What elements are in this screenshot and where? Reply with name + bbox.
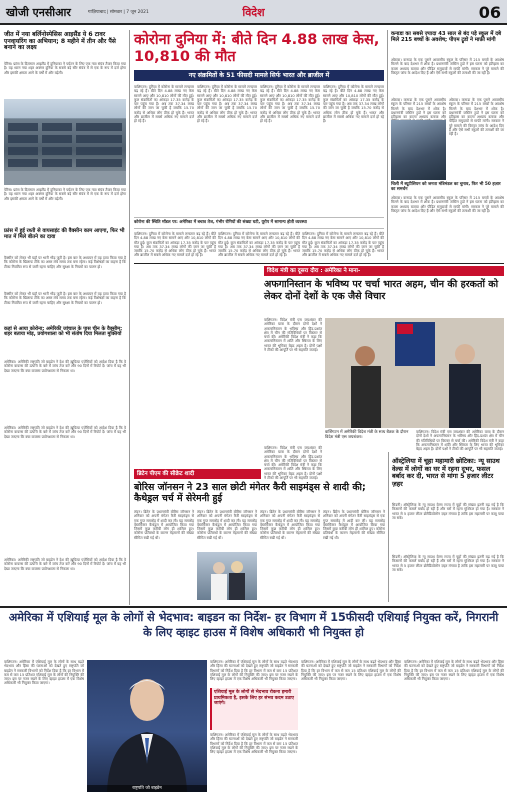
solar-farm-photo <box>4 99 126 185</box>
chile-caption: चिली में ब्यूटीशियन को जनता मंत्रिमंडल का चुनाव, फिर भी 50 हज़ार का समर्थन <box>391 182 501 192</box>
lead-note <box>134 217 384 229</box>
bottom-headline-band <box>0 609 507 655</box>
left-story-para-2: वैक्सीन को लेकर भी यहाँ पर भारी भीड़ जुटी है। इस बार के अध्ययन में यह दावा किया गया है कि कोरोना के खिलाफ टीके का असर लंबे समय तक बना रहेगा। कई विशेषज्ञों का कहना है कि टीका नियमित रूप से जारी रहना चाहिए और सुरक्षा के नियमों का पालन हो। <box>4 256 126 269</box>
masthead-brand: खोजी एनसीआर <box>6 6 71 19</box>
boris-tag: ब्रिटेन पीएम की सीक्रेट शादी <box>137 471 195 477</box>
australia-body-2: सिडनी। ऑस्ट्रेलिया के न्यू साउथ वेल्स राज्य में चूहों की संख्या इतनी बढ़ गई है कि किसानों की फसलें बर्बाद हो रही हैं और घरों में रहना मुश्किल हो गया है। सरकार ने भारत से 5 हजार लीटर ब्रोमैडियोलोन ज़हर मंगाया है ताकि इस महामारी पर काबू पाया जा सके। <box>392 555 504 572</box>
boris-col-4: लंदन। ब्रिटेन के प्रधानमंत्री बोरिस जॉनसन ने शनिवार को अपनी मंगेतर कैरी साइमंड्स से एक गुप्त समारोह में शादी कर ली। यह समारोह वेस्टमिंस्टर कैथेड्रल में आयोजित किया गया जिसमें कुछ करीबी लोग ही शामिल हुए। कोरोना प्रतिबंधों के कारण मेहमानों की संख्या सीमित रखी गई थी। <box>323 510 385 540</box>
biden-caption: राष्ट्रपति जो बाइडेन <box>87 785 207 792</box>
chile-photo <box>391 120 446 180</box>
india-china-kicker-bar <box>264 266 504 276</box>
biden-photo <box>87 660 207 792</box>
australia-body-1: सिडनी। ऑस्ट्रेलिया के न्यू साउथ वेल्स राज्य में चूहों की संख्या इतनी बढ़ गई है कि किसानों की फसलें बर्बाद हो रही हैं और घरों में रहना मुश्किल हो गया है। सरकार ने भारत से 5 हजार लीटर ब्रोमैडियोलोन ज़हर मंगाया है ताकि इस महामारी पर काबू पाया जा सके। <box>392 503 504 520</box>
column-divider-left <box>129 30 130 605</box>
left-story-para-1: पेरिस। फ्रांस के दिल्लाल आइलैंड में दुनियाका ने पर्यटन के लिए एक नया संयंत्र तैयार किया गया है। यह ध्यान नया शहर अक्सर दुनिया के सबसे बड़े सौर संयंत्र में से एक के रूप में दर्ज होगा और इसकी क्षमता आगे के वर्षों में और बढ़ेगी। <box>4 62 126 75</box>
left-story-subhead-2: कहां से आया कोरोना: अमेरिकी जांचाल के पास चीन के वैक्सीम: शहर बताया मोड़, प्रयोगशाला को भी संतोष दिया मिलता मुक्तियों <box>4 326 123 338</box>
lead-banner <box>134 70 384 81</box>
lead-col-1: वाशिंगटन। दुनिया में कोरोना के मामले लगातार बढ़ रहे हैं। बीते दिन 4.88 लाख नए केस सामने आए और 10,810 लोगों की मौत हुई। कुल संक्रमितों का आंकड़ा 17.35 करोड़ के पार पहुंच गया है। अब तक 37.34 लाख लोगों की जान जा चुकी है जबकि 15.70 करोड़ से अधिक लोग ठीक हो चुके हैं। भारत और ब्राजील में सबसे अधिक नए मामले दर्ज हो रहे हैं। <box>134 85 194 124</box>
column-divider-right <box>387 30 388 260</box>
biden-illustration <box>87 660 207 792</box>
india-china-col-1b: वाशिंगटन। विदेश मंत्री एस जयशंकर की अमेरिका यात्रा के दौरान दोनों देशों ने अफगानिस्तान के भविष्य और हिंद-प्रशांत क्षेत्र में चीन की गतिविधियों पर विस्तार से चर्चा की। अमेरिकी विदेश मंत्री ने कहा कि अफगानिस्तान में शांति और स्थिरता के लिए भारत की भूमिका बेहद अहम है। दोनों पक्षों ने टीकों की आपूर्ति पर भी सहमति जताई। <box>264 446 322 481</box>
boris-headline: बोरिस जॉनसन ने 23 साल छोटी मंगेतर कैरी साइमंड्स से शादी की; कैथेड्रल चर्च में सेरेमनी हुई <box>134 482 366 505</box>
chile-body: ओटावा। कनाडा के एक पुराने आवासीय स्कूल के परिसर में 215 बच्चों के अवशेष मिलने के बाद देशभर में शोक है। प्रधानमंत्री जस्टिन ट्रूडो ने इस घटना को इतिहास का काला अध्याय बताया और पीड़ित समुदायों से माफी मांगी। सरकार ने पूरे मामले की विस्तृत जांच के आदेश दिए हैं और ऐसे सभी स्कूलों की तलाशी की जा रही है। <box>391 196 504 213</box>
left-story-para-3c: अमेरिका। अमेरिकी राष्ट्रपति जो बाइडेन ने देश की ख़ुफ़िया एजेंसियों को आदेश दिया है कि वे कोरोना वायरस की उत्पत्ति के बारे में जांच तेज करें और 90 दिनों में रिपोर्ट दें। जांच में यह भी देखा जाएगा कि क्या वायरस प्रयोगशाला से निकला था। <box>4 558 126 571</box>
canada-body-2: ओटावा। कनाडा के एक पुराने आवासीय स्कूल के परिसर में 215 बच्चों के अवशेष मिलने के बाद देशभर में शोक है। प्रधानमंत्री जस्टिन ट्रूडो ने इस घटना को इतिहास का काला अध्याय बताया और <box>391 98 446 120</box>
divider-bottom <box>0 606 507 608</box>
india-china-kicker: विदेश मंत्री का दूसरा दौरा : अमेरिका ने माना- <box>267 268 361 274</box>
lead-note-text: कोरोना की स्थिति मॉडल पर: अमेरिका में बचाव तेज, गंभीर रोगियों की संख्या घटी, यूरोप में सामान्य होती व्यवस्था <box>134 219 307 224</box>
bottom-col-1: वाशिंगटन। अमेरिका में एशियाई मूल के लोगों के साथ बढ़ते भेदभाव और हिंसा की घटनाओं को देखते हुए राष्ट्रपति जो बाइडेन ने सरकारी विभागों को निर्देश दिया है कि हर विभाग में कम से कम 15 प्रतिशत एशियाई मूल के लोगों की नियुक्ति की जाए। इस पर नजर रखने के लिए व्हाइट हाउस में एक विशेष अधिकारी भी नियुक्त किया जाएगा। <box>4 660 85 686</box>
lead-lower-1: वाशिंगटन। दुनिया में कोरोना के मामले लगातार बढ़ रहे हैं। बीते दिन 4.88 लाख नए केस सामने आए और 10,810 लोगों की मौत हुई। कुल संक्रमितों का आंकड़ा 17.35 करोड़ के पार पहुंच गया है। अब तक 37.34 लाख लोगों की जान जा चुकी है जबकि 15.70 करोड़ से अधिक लोग ठीक हो चुके हैं। भारत और ब्राजील में सबसे अधिक नए मामले दर्ज हो रहे हैं। <box>134 232 216 258</box>
jaishankar-photo <box>325 318 504 428</box>
india-china-headline: अफगानिस्तान के भविष्य पर चर्चा भारत अहम, चीन की हरकतों को लेकर दोनों देशों के एक जैसे विचार <box>264 279 499 302</box>
left-story-para-3: अमेरिका। अमेरिकी राष्ट्रपति जो बाइडेन ने देश की ख़ुफ़िया एजेंसियों को आदेश दिया है कि वे कोरोना वायरस की उत्पत्ति के बारे में जांच तेज करें और 90 दिनों में रिपोर्ट दें। जांच में यह भी देखा जाएगा कि क्या वायरस प्रयोगशाला से निकला था। <box>4 360 126 373</box>
left-story-headline: जीत में नया बर्लिनोस्पेसिस आइसैंड ये 6 टावर एनवायरिंग का अभियान; 8 महीने में तीन और पैंसे बनाने का लक्ष्य <box>4 31 116 52</box>
lead-banner-text: नए संक्रमितों के 51 फीसदी मामले सिर्फ भारत और ब्राजील में <box>188 72 330 79</box>
page-number: 06 <box>478 3 501 22</box>
left-story-para-3b: अमेरिका। अमेरिकी राष्ट्रपति जो बाइडेन ने देश की ख़ुफ़िया एजेंसियों को आदेश दिया है कि वे कोरोना वायरस की उत्पत्ति के बारे में जांच तेज करें और 90 दिनों में रिपोर्ट दें। जांच में यह भी देखा जाएगा कि क्या वायरस प्रयोगशाला से निकला था। <box>4 426 126 439</box>
masthead-meta: गाज़ियाबाद | सोमवार | 7 जून 2021 <box>88 10 149 15</box>
bottom-col-2: वाशिंगटन। अमेरिका में एशियाई मूल के लोगों के साथ बढ़ते भेदभाव और हिंसा की घटनाओं को देखते हुए राष्ट्रपति जो बाइडेन ने सरकारी विभागों को निर्देश दिया है कि हर विभाग में कम से कम 15 प्रतिशत एशियाई मूल के लोगों की नियुक्ति की जाए। इस पर नजर रखने के लिए व्हाइट हाउस में एक विशेष अधिकारी भी नियुक्त किया जाएगा। <box>210 660 298 682</box>
india-china-col-2: वाशिंगटन। विदेश मंत्री एस जयशंकर की अमेरिका यात्रा के दौरान दोनों देशों ने अफगानिस्तान के भविष्य और हिंद-प्रशांत क्षेत्र में चीन की गतिविधियों पर विस्तार से चर्चा की। अमेरिकी विदेश मंत्री ने कहा कि अफगानिस्तान में शांति और स्थिरता के लिए भारत की भूमिका बेहद अहम है। दोनों पक्षों ने टीकों की आपूर्ति पर भी सहमति जताई। <box>416 430 504 452</box>
australia-headline: ऑस्ट्रेलिया में चूहा महामारी छोटिका: न्यू साउथ वेल्स में लोगों का घर में रहना दूभर, फसल बर्बाद कर दी, भारत से मांगा 5 हजार लीटर ज़हर <box>392 457 500 488</box>
bottom-col-3: वाशिंगटन। अमेरिका में एशियाई मूल के लोगों के साथ बढ़ते भेदभाव और हिंसा की घटनाओं को देखते हुए राष्ट्रपति जो बाइडेन ने सरकारी विभागों को निर्देश दिया है कि हर विभाग में कम से कम 15 प्रतिशत एशियाई मूल के लोगों की नियुक्ति की जाए। इस पर नजर रखने के लिए व्हाइट हाउस में एक विशेष अधिकारी भी नियुक्त किया जाएगा। <box>301 660 401 682</box>
solar-panels-illustration <box>4 99 126 185</box>
boris-col-2: लंदन। ब्रिटेन के प्रधानमंत्री बोरिस जॉनसन ने शनिवार को अपनी मंगेतर कैरी साइमंड्स से एक गुप्त समारोह में शादी कर ली। यह समारोह वेस्टमिंस्टर कैथेड्रल में आयोजित किया गया जिसमें कुछ करीबी लोग ही शामिल हुए। कोरोना प्रतिबंधों के कारण मेहमानों की संख्या सीमित रखी गई थी। <box>197 510 258 540</box>
bottom-col-4: वाशिंगटन। अमेरिका में एशियाई मूल के लोगों के साथ बढ़ते भेदभाव और हिंसा की घटनाओं को देखते हुए राष्ट्रपति जो बाइडेन ने सरकारी विभागों को निर्देश दिया है कि हर विभाग में कम से कम 15 प्रतिशत एशियाई मूल के लोगों की नियुक्ति की जाए। इस पर नजर रखने के लिए व्हाइट हाउस में एक विशेष अधिकारी भी नियुक्त किया जाएगा। <box>404 660 504 682</box>
couple-illustration <box>197 552 257 600</box>
bottom-col-2b: वाशिंगटन। अमेरिका में एशियाई मूल के लोगों के साथ बढ़ते भेदभाव और हिंसा की घटनाओं को देखते हुए राष्ट्रपति जो बाइडेन ने सरकारी विभागों को निर्देश दिया है कि हर विभाग में कम से कम 15 प्रतिशत एशियाई मूल के लोगों की नियुक्ति की जाए। इस पर नजर रखने के लिए व्हाइट हाउस में एक विशेष अधिकारी भी नियुक्त किया जाएगा। <box>210 733 298 755</box>
boris-col-1: लंदन। ब्रिटेन के प्रधानमंत्री बोरिस जॉनसन ने शनिवार को अपनी मंगेतर कैरी साइमंड्स से एक गुप्त समारोह में शादी कर ली। यह समारोह वेस्टमिंस्टर कैथेड्रल में आयोजित किया गया जिसमें कुछ करीबी लोग ही शामिल हुए। कोरोना प्रतिबंधों के कारण मेहमानों की संख्या सीमित रखी गई थी। <box>134 510 195 540</box>
meeting-illustration <box>325 318 504 428</box>
canada-body-1: ओटावा। कनाडा के एक पुराने आवासीय स्कूल के परिसर में 215 बच्चों के अवशेष मिलने के बाद देशभर में शोक है। प्रधानमंत्री जस्टिन ट्रूडो ने इस घटना को इतिहास का काला अध्याय बताया और पीड़ित समुदायों से माफी मांगी। सरकार ने पूरे मामले की विस्तृत जांच के आदेश दिए हैं और ऐसे सभी स्कूलों की तलाशी की जा रही है। <box>391 58 504 75</box>
india-china-col-1: वाशिंगटन। विदेश मंत्री एस जयशंकर की अमेरिका यात्रा के दौरान दोनों देशों ने अफगानिस्तान के भविष्य और हिंद-प्रशांत क्षेत्र में चीन की गतिविधियों पर विस्तार से चर्चा की। अमेरिकी विदेश मंत्री ने कहा कि अफगानिस्तान में शांति और स्थिरता के लिए भारत की भूमिका बेहद अहम है। दोनों पक्षों ने टीकों की आपूर्ति पर भी सहमति जताई। <box>264 318 322 353</box>
boris-col-3: लंदन। ब्रिटेन के प्रधानमंत्री बोरिस जॉनसन ने शनिवार को अपनी मंगेतर कैरी साइमंड्स से एक गुप्त समारोह में शादी कर ली। यह समारोह वेस्टमिंस्टर कैथेड्रल में आयोजित किया गया जिसमें कुछ करीबी लोग ही शामिल हुए। कोरोना प्रतिबंधों के कारण मेहमानों की संख्या सीमित रखी गई थी। <box>260 510 321 540</box>
lead-col-3: वाशिंगटन। दुनिया में कोरोना के मामले लगातार बढ़ रहे हैं। बीते दिन 4.88 लाख नए केस सामने आए और 10,810 लोगों की मौत हुई। कुल संक्रमितों का आंकड़ा 17.35 करोड़ के पार पहुंच गया है। अब तक 37.34 लाख लोगों की जान जा चुकी है जबकि 15.70 करोड़ से अधिक लोग ठीक हो चुके हैं। भारत और ब्राजील में सबसे अधिक नए मामले दर्ज हो रहे हैं। <box>260 85 320 124</box>
lead-lower-3: वाशिंगटन। दुनिया में कोरोना के मामले लगातार बढ़ रहे हैं। बीते दिन 4.88 लाख नए केस सामने आए और 10,810 लोगों की मौत हुई। कुल संक्रमितों का आंकड़ा 17.35 करोड़ के पार पहुंच गया है। अब तक 37.34 लाख लोगों की जान जा चुकी है जबकि 15.70 करोड़ से अधिक लोग ठीक हो चुके हैं। भारत और ब्राजील में सबसे अधिक नए मामले दर्ज हो रहे हैं। <box>302 232 384 258</box>
divider-india-china <box>134 263 504 264</box>
pull-quote <box>210 688 298 730</box>
lead-col-2: वाशिंगटन। दुनिया में कोरोना के मामले लगातार बढ़ रहे हैं। बीते दिन 4.88 लाख नए केस सामने आए और 10,810 लोगों की मौत हुई। कुल संक्रमितों का आंकड़ा 17.35 करोड़ के पार पहुंच गया है। अब तक 37.34 लाख लोगों की जान जा चुकी है जबकि 15.70 करोड़ से अधिक लोग ठीक हो चुके हैं। भारत और ब्राजील में सबसे अधिक नए मामले दर्ज हो रहे हैं। <box>197 85 257 124</box>
column-divider-boris <box>388 452 389 602</box>
jaishankar-caption: वाशिंगटन में अमेरिकी विदेश मंत्री के साथ बैठक के दौरान विदेश मंत्री एस जयशंकर। <box>325 429 409 439</box>
bottom-headline: अमेरिका में एशियाई मूल के लोगों से भेदभाव: बाइडन का निर्देश- हर विभाग में 15फीसदी एशियाई नियुक्त करें, निगरानी के लिए व्हाइट हाउस में विशेष अधिकारी भी नियुक्त हो <box>8 611 499 639</box>
left-story-subhead: फ्रांस में हुई रश्ती से वायसाइंट की वैक्सीन काम आएगा, फिर भी मात में मिले बीतने का दावा <box>4 228 125 240</box>
left-story-para-1b: पेरिस। फ्रांस के दिल्लाल आइलैंड में दुनियाका ने पर्यटन के लिए एक नया संयंत्र तैयार किया गया है। यह ध्यान नया शहर अक्सर दुनिया के सबसे बड़े सौर संयंत्र में से एक के रूप में दर्ज होगा और इसकी क्षमता आगे के वर्षों में और बढ़ेगी। <box>4 188 126 201</box>
canada-body-3: ओटावा। कनाडा के एक पुराने आवासीय स्कूल के परिसर में 215 बच्चों के अवशेष मिलने के बाद देशभर में शोक है। प्रधानमंत्री जस्टिन ट्रूडो ने इस घटना को इतिहास का काला अध्याय बताया और पीड़ित समुदायों से माफी मांगी। सरकार ने पूरे मामले की विस्तृत जांच के आदेश दिए हैं और ऐसे सभी स्कूलों की तलाशी की जा रही है। <box>449 98 504 137</box>
lead-col-4: वाशिंगटन। दुनिया में कोरोना के मामले लगातार बढ़ रहे हैं। बीते दिन 4.88 लाख नए केस सामने आए और 10,810 लोगों की मौत हुई। कुल संक्रमितों का आंकड़ा 17.35 करोड़ के पार पहुंच गया है। अब तक 37.34 लाख लोगों की जान जा चुकी है जबकि 15.70 करोड़ से अधिक लोग ठीक हो चुके हैं। भारत और ब्राजील में सबसे अधिक नए मामले दर्ज हो रहे हैं। <box>323 85 384 124</box>
pull-quote-text: एशियाई मूल के लोगों से भेदभाव रोकना हमारी प्राथमिकता है, इसके लिए हर संभव कदम उठाए जाएंगे। <box>214 690 294 707</box>
masthead <box>0 0 507 25</box>
canada-headline: कनाडा का सबसे ज़्यादा 43 साल से बंद पड़े स्कूल में दबे मिले 215 बच्चों के अवशेष; पीएम ट्रूडो ने माफ़ी मांगी <box>391 31 502 43</box>
boris-photo <box>197 552 257 600</box>
section-label: विदेश <box>242 6 265 19</box>
boris-tag-bar <box>134 469 261 479</box>
left-story-para-2b: वैक्सीन को लेकर भी यहाँ पर भारी भीड़ जुटी है। इस बार के अध्ययन में यह दावा किया गया है कि कोरोना के खिलाफ टीके का असर लंबे समय तक बना रहेगा। कई विशेषज्ञों का कहना है कि टीका नियमित रूप से जारी रहना चाहिए और सुरक्षा के नियमों का पालन हो। <box>4 292 126 305</box>
lead-lower-2: वाशिंगटन। दुनिया में कोरोना के मामले लगातार बढ़ रहे हैं। बीते दिन 4.88 लाख नए केस सामने आए और 10,810 लोगों की मौत हुई। कुल संक्रमितों का आंकड़ा 17.35 करोड़ के पार पहुंच गया है। अब तक 37.34 लाख लोगों की जान जा चुकी है जबकि 15.70 करोड़ से अधिक लोग ठीक हो चुके हैं। भारत और ब्राजील में सबसे अधिक नए मामले दर्ज हो रहे हैं। <box>218 232 300 258</box>
lead-headline: कोरोना दुनिया में: बीते दिन 4.88 लाख केस, 10,810 की मौत <box>134 32 380 65</box>
